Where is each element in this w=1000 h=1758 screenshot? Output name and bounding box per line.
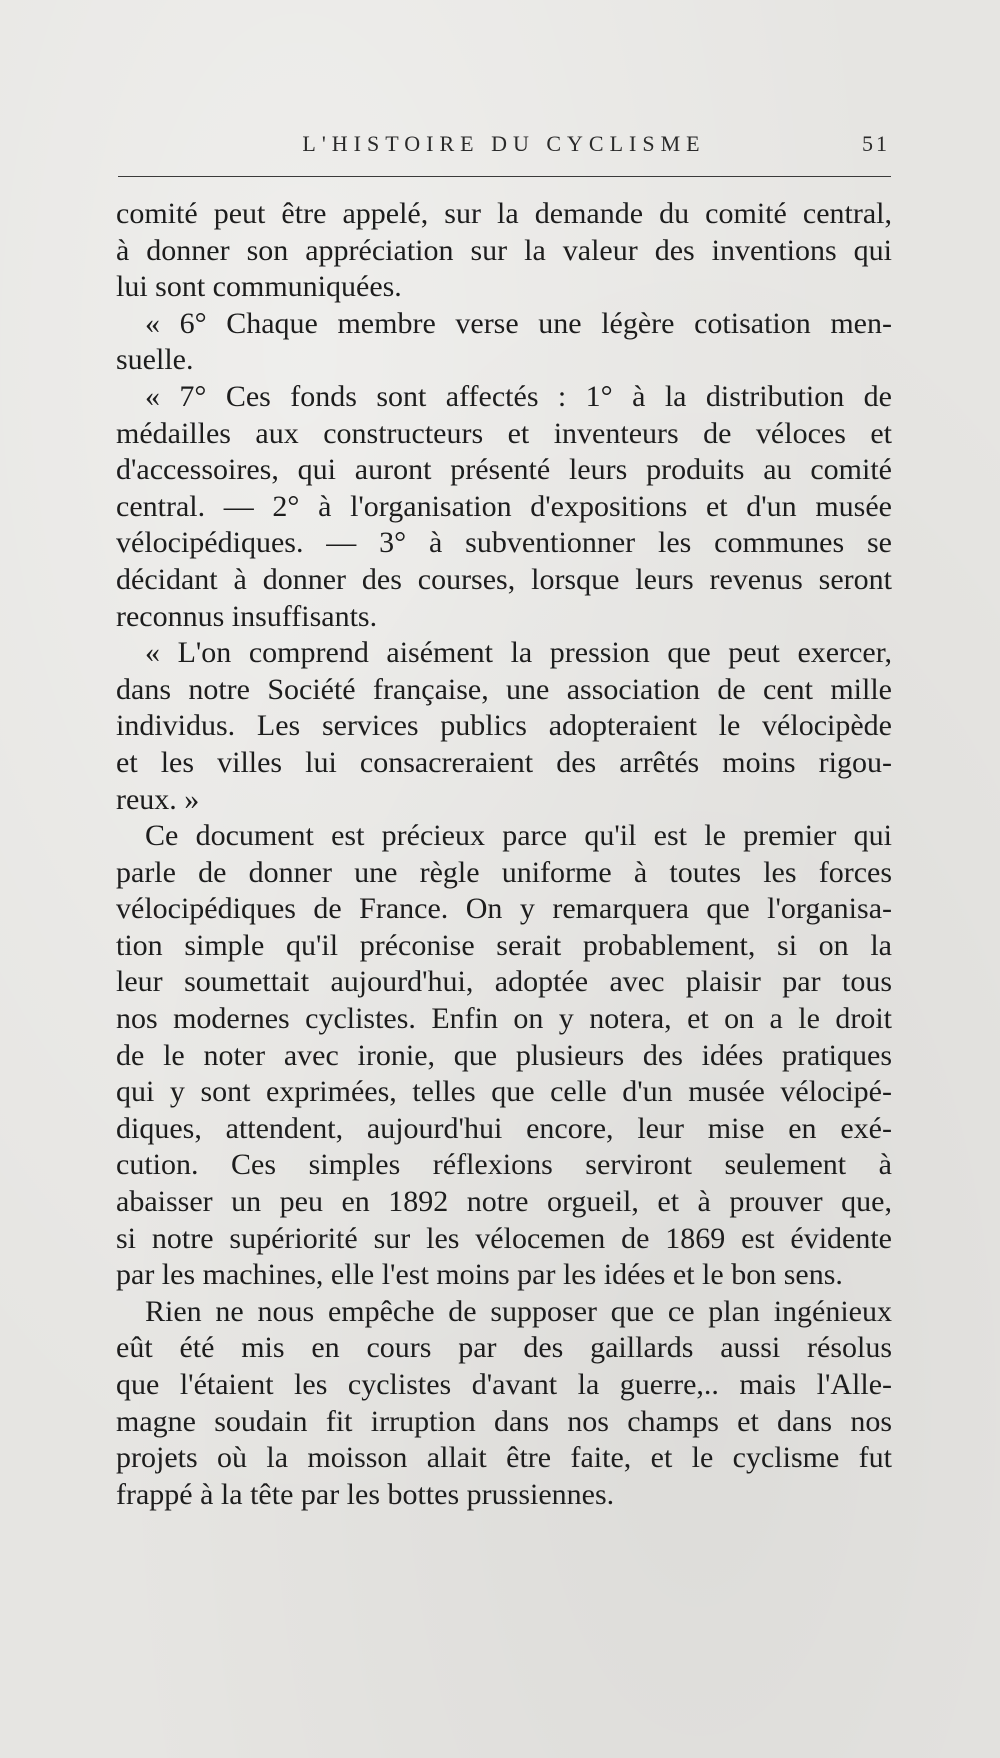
text-line: Ce document est précieux parce qu'il est le premier qui: [145, 819, 892, 853]
text-line: cution. Ces simples réflexions serviront seulement à: [116, 1148, 892, 1182]
paragraph: [116, 635, 892, 818]
text-line: tion simple qu'il préconise serait probablement, si on la: [116, 928, 892, 962]
text-line: frappé à la tête par les bottes prussiennes.: [116, 1477, 615, 1511]
text-line: « 7° Ces fonds sont affectés : 1° à la distribution de: [145, 379, 892, 413]
text-line: eût été mis en cours par des gaillards aussi résolus: [116, 1331, 892, 1365]
paragraph: [116, 306, 892, 379]
text-line: lui sont communiquées.: [116, 270, 402, 304]
text-line: d'accessoires, qui auront présenté leurs produits au comité: [116, 453, 892, 487]
text-line: décidant à donner des courses, lorsque leurs revenus seront: [116, 562, 892, 596]
paragraph: [116, 379, 892, 635]
text-line: projets où la moisson allait être faite, et le cyclisme fut: [116, 1441, 892, 1475]
text-line: que l'étaient les cyclistes d'avant la guerre,.. mais l'Alle-: [116, 1368, 892, 1401]
text-line: leur soumettait aujourd'hui, adoptée avec plaisir par tous: [116, 965, 892, 999]
text-line: magne soudain fit irruption dans nos champs et dans nos: [116, 1404, 892, 1438]
text-line: Rien ne nous empêche de supposer que ce plan ingénieux: [145, 1294, 892, 1328]
text-line: central. — 2° à l'organisation d'expositions et d'un musée: [116, 489, 892, 523]
running-head: L'HISTOIRE DU CYCLISME: [302, 131, 706, 156]
page-number: 51: [862, 131, 890, 156]
text-line: suelle.: [116, 343, 194, 377]
text-line: individus. Les services publics adopteraient le vélocipède: [116, 709, 892, 743]
text-line: qui y sont exprimées, telles que celle d'un musée vélocipé-: [116, 1075, 892, 1109]
text-line: si notre supériorité sur les vélocemen de 1869 est évidente: [116, 1221, 892, 1255]
text-line: à donner son appréciation sur la valeur des inventions qui: [116, 233, 892, 267]
text-line: reconnus insuffisants.: [116, 599, 378, 633]
text-line: « L'on comprend aisément la pression que peut exercer,: [145, 636, 892, 670]
text-line: nos modernes cyclistes. Enfin on y notera, et on a le droit: [116, 1002, 892, 1036]
text-line: vélocipédiques. — 3° à subventionner les communes se: [116, 526, 892, 560]
text-line: par les machines, elle l'est moins par les idées et le bon sens.: [116, 1258, 843, 1292]
text-line: médailles aux constructeurs et inventeurs de véloces et: [116, 416, 892, 450]
paragraph: [116, 1294, 892, 1514]
text-line: dans notre Société française, une association de cent mille: [116, 672, 892, 706]
text-line: comité peut être appelé, sur la demande du comité central,: [116, 197, 892, 230]
header-rule: [118, 176, 891, 177]
text-line: « 6° Chaque membre verse une légère cotisation men-: [145, 306, 892, 340]
text-line: et les villes lui consacreraient des arrêtés moins rigou-: [116, 745, 892, 779]
text-line: diques, attendent, aujourd'hui encore, leur mise en exé-: [116, 1111, 892, 1145]
text-line: parle de donner une règle uniforme à toutes les forces: [116, 855, 892, 889]
text-line: de le noter avec ironie, que plusieurs des idées pratiques: [116, 1038, 892, 1072]
paragraph: [116, 196, 892, 306]
body-text: [116, 196, 892, 1513]
text-line: reux. »: [116, 782, 200, 816]
text-line: abaisser un peu en 1892 notre orgueil, et à prouver que,: [116, 1185, 892, 1219]
page-header: [118, 131, 890, 171]
text-line: vélocipédiques de France. On y remarquera que l'organisa-: [116, 892, 892, 926]
paragraph: [116, 818, 892, 1294]
